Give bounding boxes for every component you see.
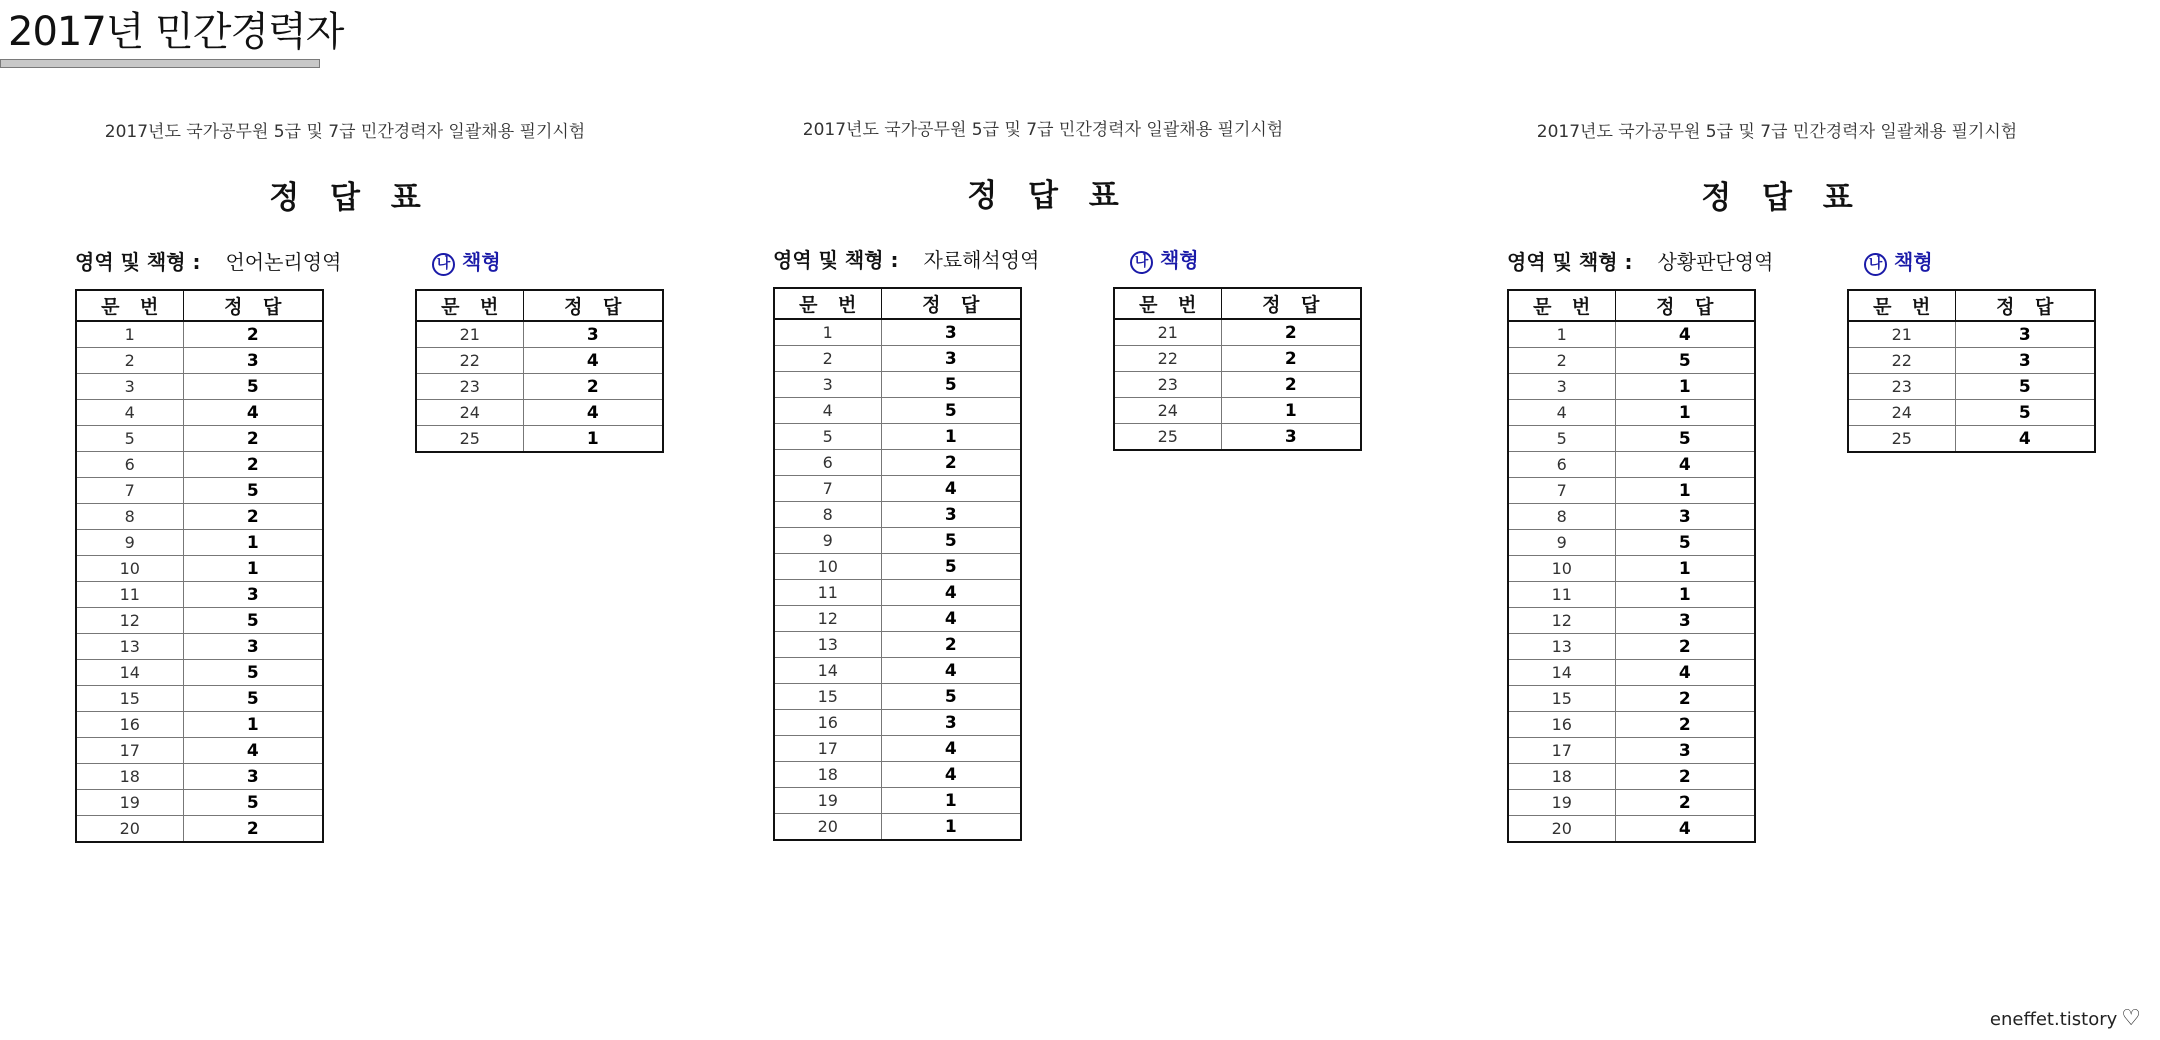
answer-value: 3 [1615,504,1755,530]
answer-value: 1 [183,530,323,556]
answer-value: 5 [1615,530,1755,556]
question-number: 21 [1848,321,1955,348]
circled-booklet-mark-icon: 나 [1864,253,1887,276]
question-number: 15 [1508,686,1615,712]
table-row [76,478,323,504]
question-number: 10 [774,554,881,580]
question-number-header: 문 번 [1508,290,1615,321]
answer-value: 4 [1615,321,1755,348]
table-row [774,606,1021,632]
answer-value: 2 [1615,686,1755,712]
table-row [1848,426,2095,453]
answer-value: 4 [523,348,663,374]
answer-value: 1 [1615,582,1755,608]
answer-value: 2 [1221,319,1361,346]
answer-value: 3 [881,710,1021,736]
answer-value: 4 [881,736,1021,762]
answer-value: 3 [1221,424,1361,451]
answer-value: 2 [881,450,1021,476]
answer-header: 정 답 [1221,288,1361,319]
question-number-header: 문 번 [774,288,881,319]
question-number: 19 [774,788,881,814]
question-number: 22 [1848,348,1955,374]
answer-key-heading: 정 답 표 [269,180,421,216]
question-number: 20 [1508,816,1615,843]
answer-value: 3 [881,319,1021,346]
question-number: 18 [774,762,881,788]
answer-value: 5 [183,686,323,712]
question-number: 24 [1848,400,1955,426]
question-number: 10 [76,556,183,582]
table-row [76,608,323,634]
answer-value: 5 [183,660,323,686]
question-number: 20 [76,816,183,843]
question-number: 16 [1508,712,1615,738]
table-row [1114,424,1361,451]
question-number-header: 문 번 [1114,288,1221,319]
question-number: 24 [416,400,523,426]
answer-value: 2 [1615,712,1755,738]
question-number: 13 [76,634,183,660]
table-row [774,398,1021,424]
answer-value: 3 [1615,738,1755,764]
question-number: 2 [774,346,881,372]
table-row [76,374,323,400]
table-row [774,450,1021,476]
answer-value: 1 [1615,556,1755,582]
answer-value: 3 [1955,348,2095,374]
answer-value: 5 [183,790,323,816]
table-row [774,502,1021,528]
table-row [1114,319,1361,346]
table-row [76,738,323,764]
question-number: 15 [76,686,183,712]
answer-value: 2 [1221,346,1361,372]
footer-watermark [1990,1006,2141,1031]
question-number: 11 [774,580,881,606]
question-number: 23 [1114,372,1221,398]
answer-table-21-25 [1113,287,1362,451]
table-row [1508,608,1755,634]
question-number: 25 [1114,424,1221,451]
answer-value: 4 [183,400,323,426]
answer-value: 2 [1615,790,1755,816]
question-number: 12 [774,606,881,632]
table-row [76,790,323,816]
answer-value: 5 [881,554,1021,580]
table-row [774,788,1021,814]
answer-value: 4 [1955,426,2095,453]
question-number: 16 [774,710,881,736]
question-number: 18 [76,764,183,790]
table-row [1508,764,1755,790]
question-number-header: 문 번 [1848,290,1955,321]
question-number-header: 문 번 [416,290,523,321]
answer-panel-3 [1507,0,2147,1040]
table-row [1508,790,1755,816]
answer-value: 5 [183,374,323,400]
question-number: 15 [774,684,881,710]
table-row [1508,321,1755,348]
booklet-type [1864,246,1933,276]
answer-value: 3 [881,502,1021,528]
question-number: 17 [1508,738,1615,764]
answer-value: 1 [1615,478,1755,504]
question-number: 4 [1508,400,1615,426]
question-number: 11 [1508,582,1615,608]
answer-value: 5 [1955,400,2095,426]
table-row [774,580,1021,606]
question-number-header: 문 번 [76,290,183,321]
question-number: 23 [416,374,523,400]
answer-value: 1 [881,424,1021,450]
question-number: 25 [1848,426,1955,453]
table-row [1114,372,1361,398]
table-row [1508,712,1755,738]
question-number: 16 [76,712,183,738]
answer-value: 4 [881,476,1021,502]
subject-label: 영역 및 책형 : [773,248,899,272]
table-row [76,556,323,582]
subject-line [75,246,341,275]
answer-value: 3 [881,346,1021,372]
table-row [774,424,1021,450]
table-row [76,764,323,790]
answer-value: 3 [183,764,323,790]
question-number: 3 [1508,374,1615,400]
table-row [416,374,663,400]
answer-value: 4 [881,580,1021,606]
subject-label: 영역 및 책형 : [1507,250,1633,274]
table-row [1508,530,1755,556]
table-row [1508,582,1755,608]
question-number: 13 [1508,634,1615,660]
table-row [774,372,1021,398]
answer-value: 5 [1615,426,1755,452]
table-row [1848,348,2095,374]
question-number: 22 [416,348,523,374]
answer-value: 2 [183,816,323,843]
table-row [76,634,323,660]
table-row [774,346,1021,372]
question-number: 6 [774,450,881,476]
answer-value: 1 [881,814,1021,841]
question-number: 2 [76,348,183,374]
question-number: 22 [1114,346,1221,372]
answer-value: 3 [183,348,323,374]
page-title: 2017년 민간경력자 [8,9,344,55]
answer-value: 4 [523,400,663,426]
question-number: 9 [1508,530,1615,556]
answer-value: 1 [1615,374,1755,400]
question-number: 1 [774,319,881,346]
answer-value: 1 [523,426,663,453]
table-row [774,710,1021,736]
answer-value: 2 [881,632,1021,658]
question-number: 13 [774,632,881,658]
answer-value: 4 [1615,452,1755,478]
question-number: 6 [76,452,183,478]
answer-table-1-20 [1507,289,1756,843]
answer-value: 5 [1615,348,1755,374]
answer-value: 2 [183,452,323,478]
answer-value: 3 [1615,608,1755,634]
question-number: 5 [76,426,183,452]
table-row [76,712,323,738]
footer-text: eneffet.tistory [1989,1009,2118,1030]
question-number: 4 [76,400,183,426]
answer-value: 5 [881,398,1021,424]
answer-value: 2 [183,321,323,348]
answer-value: 5 [881,684,1021,710]
table-row [1508,348,1755,374]
answer-value: 2 [1221,372,1361,398]
circled-booklet-mark-icon: 나 [1130,251,1153,274]
question-number: 19 [76,790,183,816]
answer-header: 정 답 [183,290,323,321]
answer-value: 3 [183,634,323,660]
answer-panel-2 [773,0,1413,1040]
table-row [1848,374,2095,400]
answer-key-heading: 정 답 표 [967,178,1119,214]
answer-table-1-20 [75,289,324,843]
booklet-type [1130,244,1199,274]
answer-value: 1 [183,556,323,582]
table-row [774,814,1021,841]
table-row [774,684,1021,710]
question-number: 14 [1508,660,1615,686]
table-row [774,632,1021,658]
answer-table-21-25 [1847,289,2096,453]
question-number: 11 [76,582,183,608]
exam-title: 2017년도 국가공무원 5급 및 7급 민간경력자 일괄채용 필기시험 [104,122,586,142]
question-number: 9 [76,530,183,556]
answer-header: 정 답 [1615,290,1755,321]
answer-value: 3 [183,582,323,608]
question-number: 3 [774,372,881,398]
question-number: 14 [774,658,881,684]
booklet-label: 책형 [462,250,501,274]
question-number: 8 [774,502,881,528]
question-number: 6 [1508,452,1615,478]
table-row [1114,398,1361,424]
table-row [1508,426,1755,452]
answer-value: 1 [1221,398,1361,424]
booklet-label: 책형 [1894,250,1933,274]
answer-value: 2 [183,426,323,452]
subject-value: 상황판단영역 [1657,250,1774,274]
table-row [1508,738,1755,764]
question-number: 12 [76,608,183,634]
answer-header: 정 답 [881,288,1021,319]
circled-booklet-mark-icon: 나 [432,253,455,276]
answer-header: 정 답 [1955,290,2095,321]
question-number: 21 [1114,319,1221,346]
table-row [774,554,1021,580]
answer-header: 정 답 [523,290,663,321]
subject-label: 영역 및 책형 : [75,250,201,274]
question-number: 12 [1508,608,1615,634]
answer-value: 1 [881,788,1021,814]
answer-value: 2 [1615,764,1755,790]
answer-value: 4 [881,658,1021,684]
table-row [76,504,323,530]
answer-key-heading: 정 답 표 [1701,180,1853,216]
question-number: 18 [1508,764,1615,790]
table-row [1508,400,1755,426]
table-row [774,476,1021,502]
table-row [76,582,323,608]
answer-value: 4 [881,606,1021,632]
table-row [774,319,1021,346]
table-row [1508,660,1755,686]
table-row [1508,634,1755,660]
table-row [76,452,323,478]
answer-table-1-20 [773,287,1022,841]
question-number: 17 [76,738,183,764]
table-row [76,530,323,556]
question-number: 5 [1508,426,1615,452]
booklet-type [432,246,501,276]
booklet-label: 책형 [1160,248,1199,272]
exam-title: 2017년도 국가공무원 5급 및 7급 민간경력자 일괄채용 필기시험 [1536,122,2018,142]
question-number: 23 [1848,374,1955,400]
answer-value: 1 [183,712,323,738]
table-row [1848,321,2095,348]
table-row [416,321,663,348]
table-row [1848,400,2095,426]
question-number: 10 [1508,556,1615,582]
answer-value: 1 [1615,400,1755,426]
table-row [76,816,323,843]
answer-value: 4 [1615,660,1755,686]
question-number: 4 [774,398,881,424]
answer-value: 3 [523,321,663,348]
question-number: 8 [76,504,183,530]
answer-value: 5 [183,478,323,504]
subject-line [1507,246,1773,275]
question-number: 5 [774,424,881,450]
table-row [1508,556,1755,582]
question-number: 20 [774,814,881,841]
answer-value: 2 [1615,634,1755,660]
table-row [1114,346,1361,372]
answer-value: 4 [183,738,323,764]
table-row [774,736,1021,762]
table-row [1508,504,1755,530]
table-row [1508,816,1755,843]
question-number: 9 [774,528,881,554]
answer-value: 5 [1955,374,2095,400]
answer-value: 2 [183,504,323,530]
question-number: 2 [1508,348,1615,374]
answer-value: 2 [523,374,663,400]
table-row [76,660,323,686]
answer-value: 4 [1615,816,1755,843]
table-row [416,426,663,453]
table-row [76,400,323,426]
question-number: 21 [416,321,523,348]
table-row [76,686,323,712]
subject-value: 자료해석영역 [923,248,1040,272]
table-row [76,321,323,348]
answer-table-21-25 [415,289,664,453]
question-number: 1 [1508,321,1615,348]
table-row [416,400,663,426]
subject-value: 언어논리영역 [225,250,342,274]
exam-title: 2017년도 국가공무원 5급 및 7급 민간경력자 일괄채용 필기시험 [802,120,1284,140]
table-row [1508,374,1755,400]
question-number: 24 [1114,398,1221,424]
table-row [1508,452,1755,478]
table-row [774,658,1021,684]
question-number: 25 [416,426,523,453]
table-row [774,762,1021,788]
question-number: 3 [76,374,183,400]
question-number: 7 [76,478,183,504]
table-row [76,426,323,452]
answer-value: 3 [1955,321,2095,348]
table-row [416,348,663,374]
answer-value: 5 [881,372,1021,398]
answer-value: 5 [183,608,323,634]
answer-value: 5 [881,528,1021,554]
question-number: 19 [1508,790,1615,816]
table-row [774,528,1021,554]
question-number: 7 [774,476,881,502]
question-number: 17 [774,736,881,762]
subject-line [773,244,1039,273]
answer-panel-1 [75,0,715,1040]
question-number: 14 [76,660,183,686]
question-number: 1 [76,321,183,348]
question-number: 8 [1508,504,1615,530]
answer-value: 4 [881,762,1021,788]
table-row [76,348,323,374]
heart-icon: ♡ [2121,1006,2141,1031]
question-number: 7 [1508,478,1615,504]
table-row [1508,686,1755,712]
table-row [1508,478,1755,504]
